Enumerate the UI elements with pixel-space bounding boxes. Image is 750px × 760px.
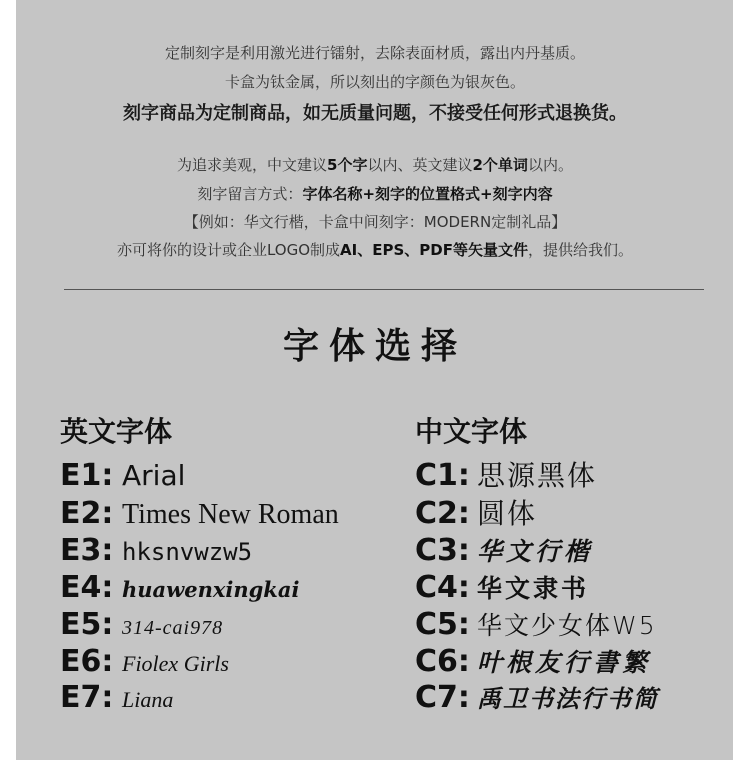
font-option-c4[interactable]: C4: 华文隶书 bbox=[415, 570, 590, 605]
note-example: 【例如：华文行楷，卡盒中间刻字：MODERN定制礼品】 bbox=[183, 213, 567, 231]
font-option-c1[interactable]: C1: 思源黑体 bbox=[415, 458, 598, 493]
note-message-format: 刻字留言方式：字体名称+刻字的位置格式+刻字内容 bbox=[197, 185, 553, 203]
note-titanium: 卡盒为钛金属，所以刻出的字颜色为银灰色。 bbox=[224, 73, 525, 91]
font-option-e4[interactable]: E4: huawenxingkai bbox=[60, 570, 300, 605]
font-option-e5[interactable]: E5: 314-cai978 bbox=[60, 607, 224, 642]
font-option-e6[interactable]: E6: Fiolex Girls bbox=[60, 644, 229, 679]
note-length-advice: 为追求美观，中文建议5个字以内、英文建议2个单词以内。 bbox=[177, 156, 573, 174]
font-option-e7[interactable]: E7: Liana bbox=[60, 680, 174, 715]
note-no-return: 刻字商品为定制商品，如无质量问题，不接受任何形式退换货。 bbox=[123, 103, 627, 124]
font-option-e1[interactable]: E1: Arial bbox=[60, 458, 186, 493]
note-vector-files: 亦可将你的设计或企业LOGO制成AI、EPS、PDF等矢量文件，提供给我们。 bbox=[116, 241, 633, 259]
font-option-e2[interactable]: E2: Times New Roman bbox=[60, 496, 339, 531]
font-option-c6[interactable]: C6: 叶根友行書繁 bbox=[415, 644, 652, 679]
font-option-c7[interactable]: C7: 禹卫书法行书简 bbox=[415, 680, 659, 715]
chinese-heading: 中文字体 bbox=[415, 415, 528, 448]
divider bbox=[64, 289, 704, 290]
font-option-c3[interactable]: C3: 华文行楷 bbox=[415, 533, 594, 568]
font-option-c5[interactable]: C5: 华文少女体W5 bbox=[415, 607, 657, 642]
font-option-e3[interactable]: E3: hksnvwzw5 bbox=[60, 533, 253, 568]
note-laser: 定制刻字是利用激光进行镭射，去除表面材质，露出内丹基质。 bbox=[164, 44, 585, 62]
font-option-c2[interactable]: C2: 圆体 bbox=[415, 496, 538, 531]
section-title: 字体选择 bbox=[282, 326, 467, 367]
english-heading: 英文字体 bbox=[60, 415, 173, 448]
